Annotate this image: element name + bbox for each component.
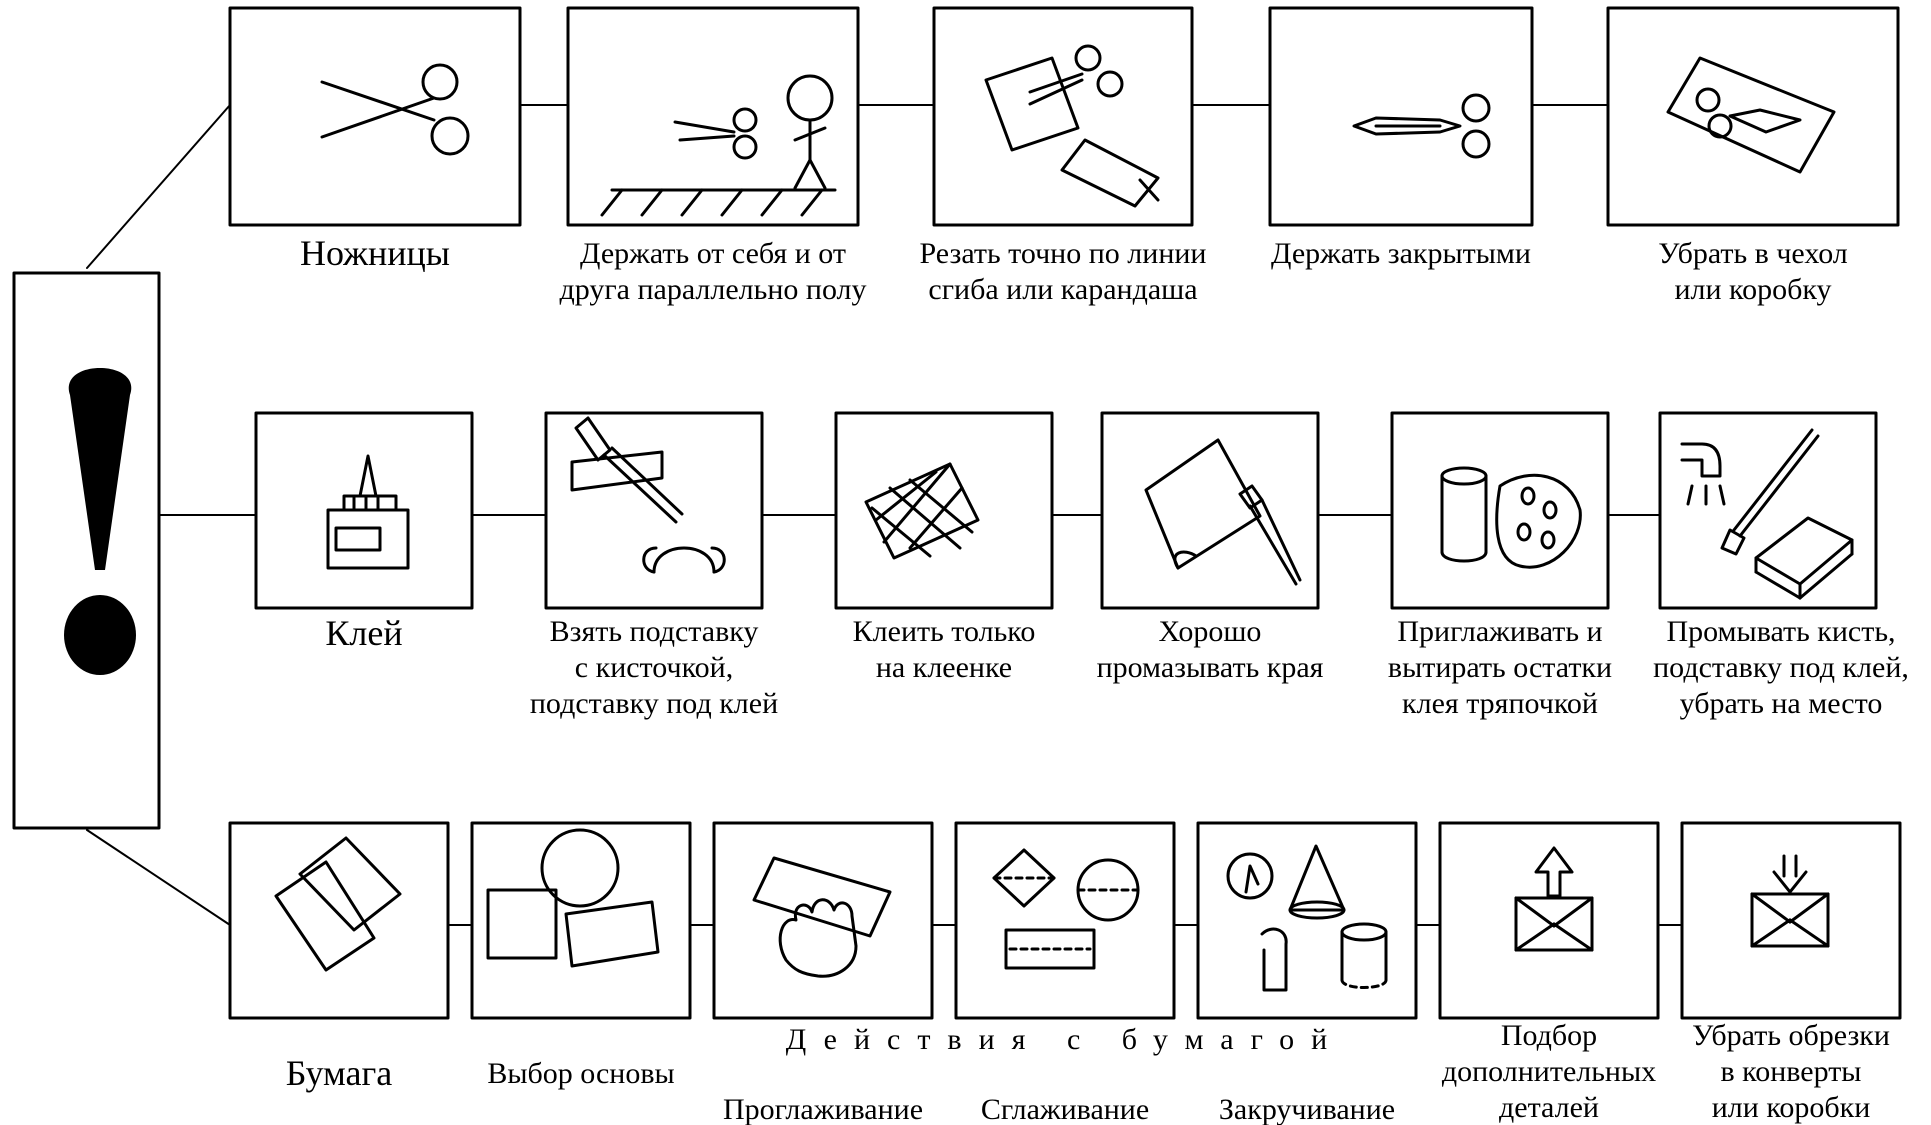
oilcloth-icon <box>866 464 978 558</box>
glue-title: Клей <box>325 613 403 653</box>
envelope-up-icon <box>1516 848 1592 950</box>
wash-brush-icon <box>1682 430 1852 598</box>
paper-base-label: Выбор основы <box>487 1057 675 1090</box>
rag-wipe-icon <box>1442 468 1580 567</box>
scissors-case-box <box>1608 8 1898 225</box>
scissors-icon <box>322 65 468 154</box>
glue-step-5: Промывать кисть, подставку под клей, убрать на место <box>1653 615 1909 720</box>
paper-cleanup-label: Убрать обрезки в конверты или коробки <box>1692 1019 1890 1124</box>
glue-stand-box <box>546 413 762 608</box>
glue-jar-icon <box>328 456 408 568</box>
scissors-title: Ножницы <box>300 233 450 273</box>
scissors-step-4: Убрать в чехол или коробку <box>1658 237 1848 306</box>
envelope-down-icon <box>1752 856 1828 946</box>
cleanup-box <box>1682 823 1900 1018</box>
scissors-case-icon <box>1668 58 1834 172</box>
paper-details-label: Подбор дополнительных деталей <box>1441 1019 1657 1124</box>
glue-stand-icon <box>572 418 724 572</box>
warning-box <box>14 273 159 828</box>
base-choice-box <box>472 823 690 1018</box>
scissors-closed-box <box>1270 8 1532 225</box>
scissors-hold-box <box>568 8 858 225</box>
glue-step-4: Приглаживать и вытирать остатки клея тряпочкой <box>1387 615 1613 720</box>
glue-edges-box <box>1102 413 1318 608</box>
ironing-box <box>714 823 932 1018</box>
exclamation-icon <box>69 368 132 570</box>
glue-step-1: Взять подставку с кисточкой, подставку под клей <box>529 615 779 720</box>
paper-action-smoothing: Сглаживание <box>980 1093 1150 1125</box>
glue-oilcloth-box <box>836 413 1052 608</box>
glue-clean-box <box>1660 413 1876 608</box>
scissors-step-1: Держать от себя и от друга параллельно полу <box>559 237 867 306</box>
paper-actions-header: Действия с бумагой <box>785 1023 1345 1056</box>
paper-box <box>230 823 448 1018</box>
smoothing-shapes-icon <box>994 850 1138 968</box>
paper-sheets-icon <box>276 838 400 970</box>
curling-box <box>1198 823 1416 1018</box>
scissors-step-3: Держать закрытыми <box>1271 237 1531 270</box>
scissors-hold-icon <box>602 76 835 215</box>
glue-edges-icon <box>1146 440 1300 584</box>
paper-action-ironing: Проглаживание <box>722 1093 924 1125</box>
glue-box <box>256 413 472 608</box>
scissors-cut-box <box>934 8 1192 225</box>
scissors-step-2: Резать точно по линии сгиба или карандаша <box>919 237 1207 306</box>
smoothing-box <box>956 823 1174 1018</box>
glue-step-2: Клеить только на клеенке <box>852 615 1036 684</box>
glue-step-3: Хорошо промазывать края <box>1096 615 1324 684</box>
scissors-cut-icon <box>986 46 1158 206</box>
curling-shapes-icon <box>1228 846 1386 990</box>
ironing-hand-icon <box>754 858 890 976</box>
paper-title: Бумага <box>285 1053 393 1093</box>
closed-scissors-icon <box>1354 95 1489 157</box>
scissors-box <box>230 8 520 225</box>
details-box <box>1440 823 1658 1018</box>
base-shapes-icon <box>488 830 658 966</box>
glue-wipe-box <box>1392 413 1608 608</box>
paper-action-curling: Закручивание <box>1218 1093 1396 1125</box>
